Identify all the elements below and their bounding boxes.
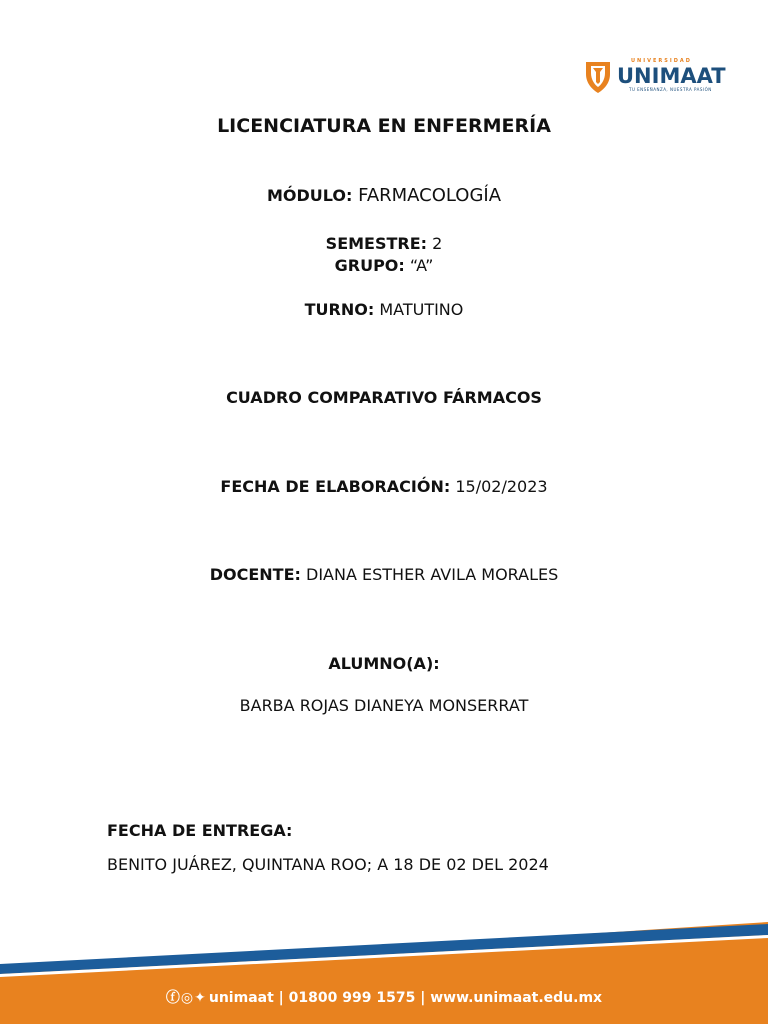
elaboration-date-label: FECHA DE ELABORACIÓN: [220,477,451,496]
shield-logo-icon [583,60,613,94]
facebook-icon[interactable]: ⓕ [165,990,181,1006]
assignment-title: CUADRO COMPARATIVO FÁRMACOS [226,388,542,407]
shift-line [0,300,768,320]
elaboration-date-value: 15/02/2023 [450,477,548,496]
module-label: MÓDULO: [266,186,353,205]
semester-line [0,234,768,254]
logo-tagline: TU ENSEÑANZA, NUESTRA PASIÓN [629,87,712,92]
twitter-icon[interactable]: ✦ [194,990,207,1006]
degree-title: LICENCIATURA EN ENFERMERÍA [217,115,551,137]
logo-top-text: UNIVERSIDAD [631,58,692,64]
elaboration-date-line [0,477,768,497]
footer-contact [0,987,768,1007]
logo-name: UNIMAAT [617,64,726,88]
footer-phone[interactable]: 01800 999 1575 [288,990,416,1006]
teacher-line [0,565,768,585]
student-name: BARBA ROJAS DIANEYA MONSERRAT [239,696,529,715]
group-line [0,256,768,276]
teacher-label: DOCENTE: [209,565,301,584]
student-label: ALUMNO(A): [328,654,440,673]
module-line [0,185,768,207]
unimaat-logo [583,58,726,94]
social-icons [166,990,207,1006]
teacher-value: DIANA ESTHER AVILA MORALES [300,565,559,584]
delivery-place-date: BENITO JUÁREZ, QUINTANA ROO; A 18 DE 02 DEL 2024 [107,855,549,874]
semester-value: 2 [427,234,443,253]
footer-website[interactable]: www.unimaat.edu.mx [430,990,603,1006]
semester-label: SEMESTRE: [325,234,428,253]
module-value: FARMACOLOGÍA [352,185,502,206]
footer-band [0,920,768,1024]
group-value: “A” [404,256,434,275]
delivery-label: FECHA DE ENTREGA: [107,821,293,840]
group-label: GRUPO: [334,256,405,275]
footer-separator: | [420,990,426,1006]
footer-separator: | [278,990,284,1006]
shift-label: TURNO: [304,300,375,319]
shift-value: MATUTINO [374,300,464,319]
footer-handle[interactable]: unimaat [208,990,274,1006]
instagram-icon[interactable]: ◎ [180,990,195,1006]
